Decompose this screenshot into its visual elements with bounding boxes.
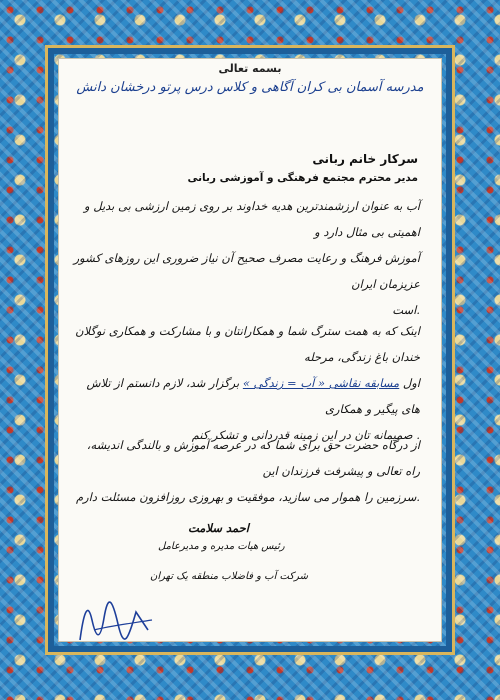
handwritten-signature [70,590,160,650]
paragraph-line: صمیمانه تان در این زمینه قدردانی و تشکر کنم . [191,428,420,442]
paragraph-closing [72,432,420,510]
school-title: مدرسه آسمان بی کران آگاهی و کلاس درس پرتو درخشان دانش [76,80,424,95]
paragraph-line: از درگاه حضرت حق برای شما که در عرصه آموزش و بالندگی اندیشه، راه تعالی و پیشرفت فرزندان این [86,438,420,478]
paragraph-line: است. [392,303,420,317]
paragraph-intro [72,193,420,323]
inline-text: اول [402,376,420,390]
contest-name: مسابقه نقاشی « آب = زندگی » [242,376,400,390]
signatory-title: رئیس هیات مدیره و مدیرعامل [158,541,285,552]
recipient-title: مدیر محترم مجتمع فرهنگی و آموزشی ربانی [187,172,418,184]
bismillah-heading: بسمه تعالی [218,62,282,75]
paragraph-appreciation [72,318,420,448]
paragraph-line: آب به عنوان ارزشمندترین هدیه خداوند بر روی زمین ارزشی بی بدیل و اهمیتی بی مثال دارد و [84,199,420,239]
paragraph-line [72,370,420,422]
paragraph-line: اینک که به همت سترگ شما و همکارانتان و با مشارکت و همکاری نوگلان خندان باغ زندگی، مرحله [75,324,420,364]
paragraph-line: سرزمین را هموار می سازید، موفقیت و بهروزی روزافزون مسئلت دارم. [75,490,420,504]
recipient-salutation: سرکار خانم ربانی [312,152,418,166]
paragraph-line: آموزش فرهنگ و رعایت مصرف صحیح آن نیاز ضروری این روزهای کشور عزیزمان ایران [73,251,420,291]
signatory-organization: شرکت آب و فاضلاب منطقه یک تهران [150,571,309,582]
inline-text: برگزار شد، لازم دانستم از تلاش های پیگیر و همکاری [86,376,420,416]
signatory-name: احمد سلامت [188,521,249,535]
